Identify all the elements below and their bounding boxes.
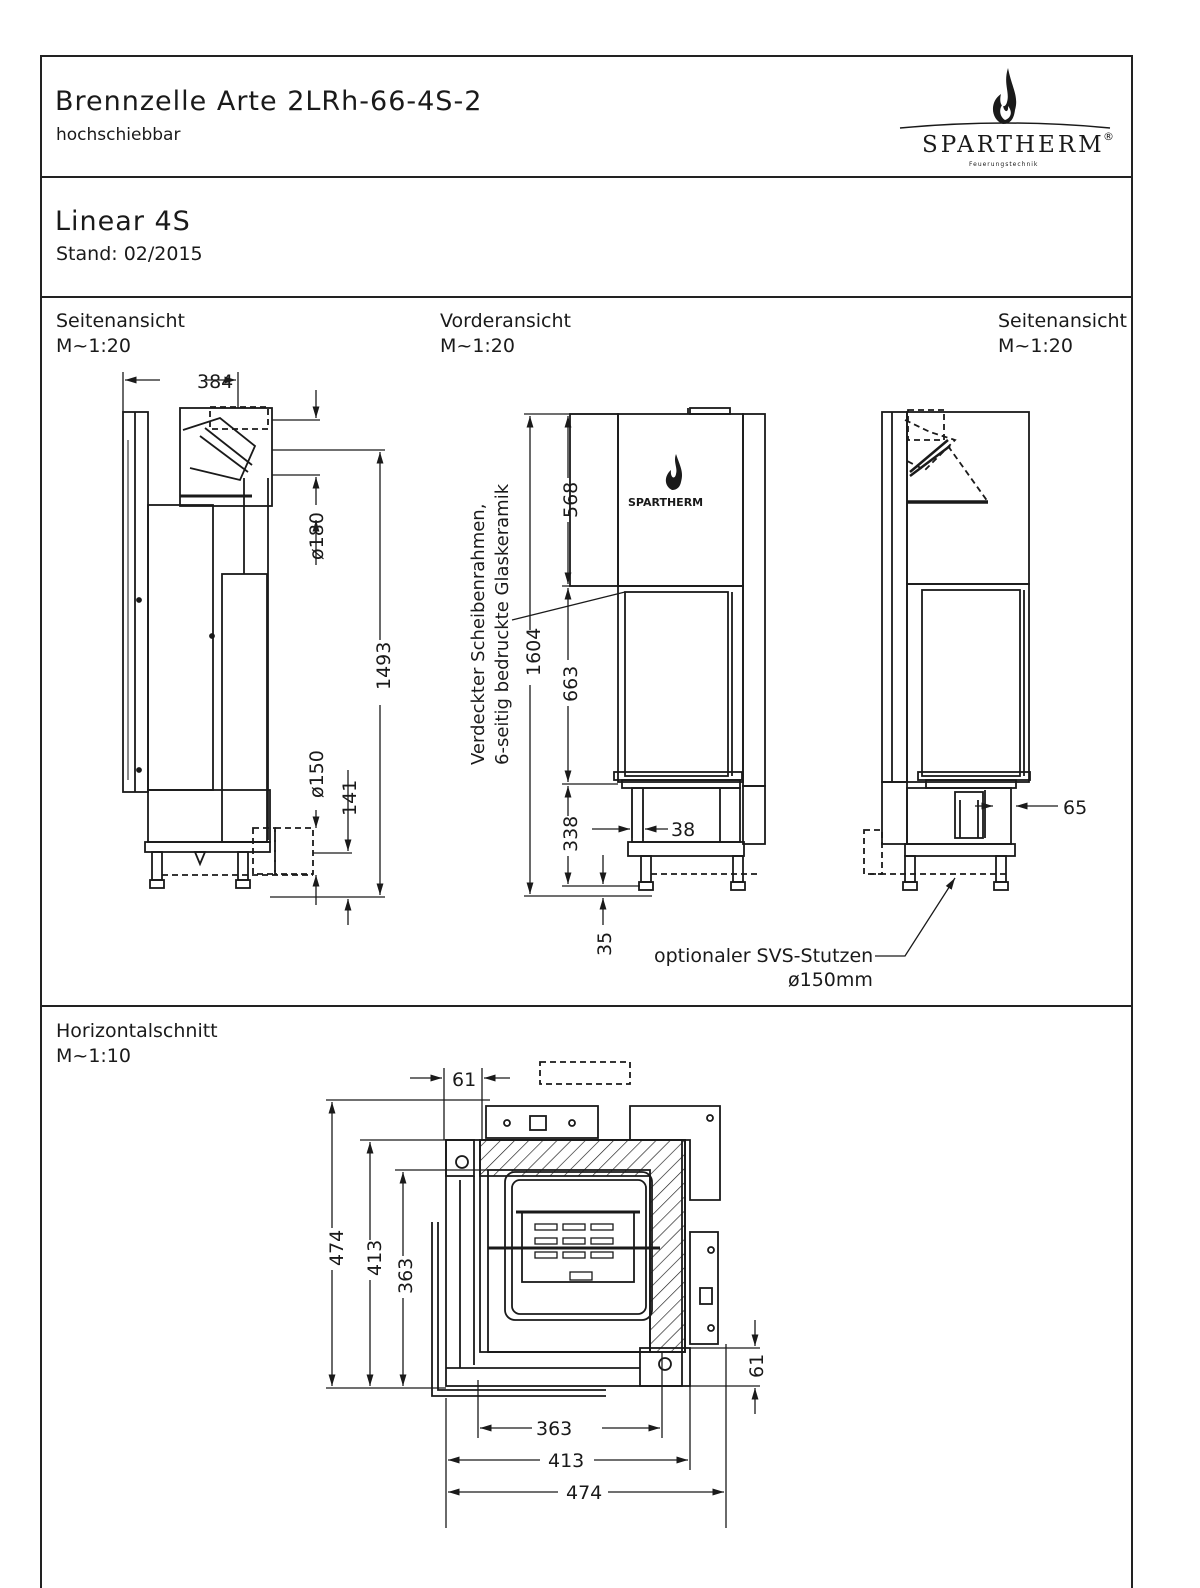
brand-name: SPARTHERM <box>922 132 1105 158</box>
front-view-title: Vorderansicht <box>440 310 571 332</box>
note-svs-line2: ø150mm <box>788 969 873 991</box>
horizontal-section <box>432 1062 720 1396</box>
dim-section-61-right: 61 <box>746 1353 768 1378</box>
section-view-scale: M~1:10 <box>56 1045 131 1067</box>
dim-section-363-vertical: 363 <box>395 1257 417 1294</box>
right-view-scale: M~1:20 <box>998 335 1073 357</box>
note-svs-line1: optionaler SVS-Stutzen <box>654 945 874 967</box>
dim-front-total: 1604 <box>523 627 545 676</box>
left-view-scale: M~1:20 <box>56 335 131 357</box>
right-view-title: Seitenansicht <box>998 310 1128 332</box>
note-frame-line2: 6-seitig bedruckte Glaskeramik <box>492 483 513 765</box>
front-logo-text: SPARTHERM <box>628 496 704 509</box>
left-side-view <box>123 407 313 888</box>
dim-flue-diameter: ø180 <box>306 512 328 560</box>
dim-feet: 35 <box>594 931 616 956</box>
dim-air-diameter: ø150 <box>306 750 328 798</box>
dim-section-61-top: 61 <box>452 1069 477 1091</box>
document-title: Brennzelle Arte 2LRh-66-4S-2 <box>55 86 483 117</box>
dim-front-offset: 38 <box>671 819 696 841</box>
note-frame-line1: Verdeckter Scheibenrahmen, <box>468 503 489 765</box>
right-side-view <box>864 410 1030 890</box>
dim-section-413-vertical: 413 <box>364 1239 386 1276</box>
section-dimensions <box>326 1068 760 1528</box>
front-logo <box>628 454 703 509</box>
brand-registered-mark: ® <box>1103 130 1114 143</box>
front-view-scale: M~1:20 <box>440 335 515 357</box>
dim-side-depth: 384 <box>197 371 234 393</box>
dim-section-474-horizontal: 474 <box>566 1482 603 1504</box>
dim-front-window: 663 <box>560 665 582 702</box>
model-name: Linear 4S <box>55 206 191 237</box>
model-status: Stand: 02/2015 <box>56 243 203 265</box>
brand-tagline: Feuerungstechnik <box>969 161 1039 168</box>
dim-air-height: 141 <box>339 779 361 816</box>
dim-section-413-horizontal: 413 <box>548 1450 585 1472</box>
dim-front-base: 338 <box>560 815 582 852</box>
section-view-title: Horizontalschnitt <box>56 1020 218 1042</box>
dim-total-height: 1493 <box>373 641 395 690</box>
dim-front-top: 568 <box>560 481 582 518</box>
dim-section-474-vertical: 474 <box>326 1229 348 1266</box>
right-view-dimensions <box>875 806 1058 956</box>
dim-right-offset: 65 <box>1063 797 1088 819</box>
document-subtitle: hochschiebbar <box>56 125 181 145</box>
dim-section-363-horizontal: 363 <box>536 1418 573 1440</box>
left-view-title: Seitenansicht <box>56 310 186 332</box>
